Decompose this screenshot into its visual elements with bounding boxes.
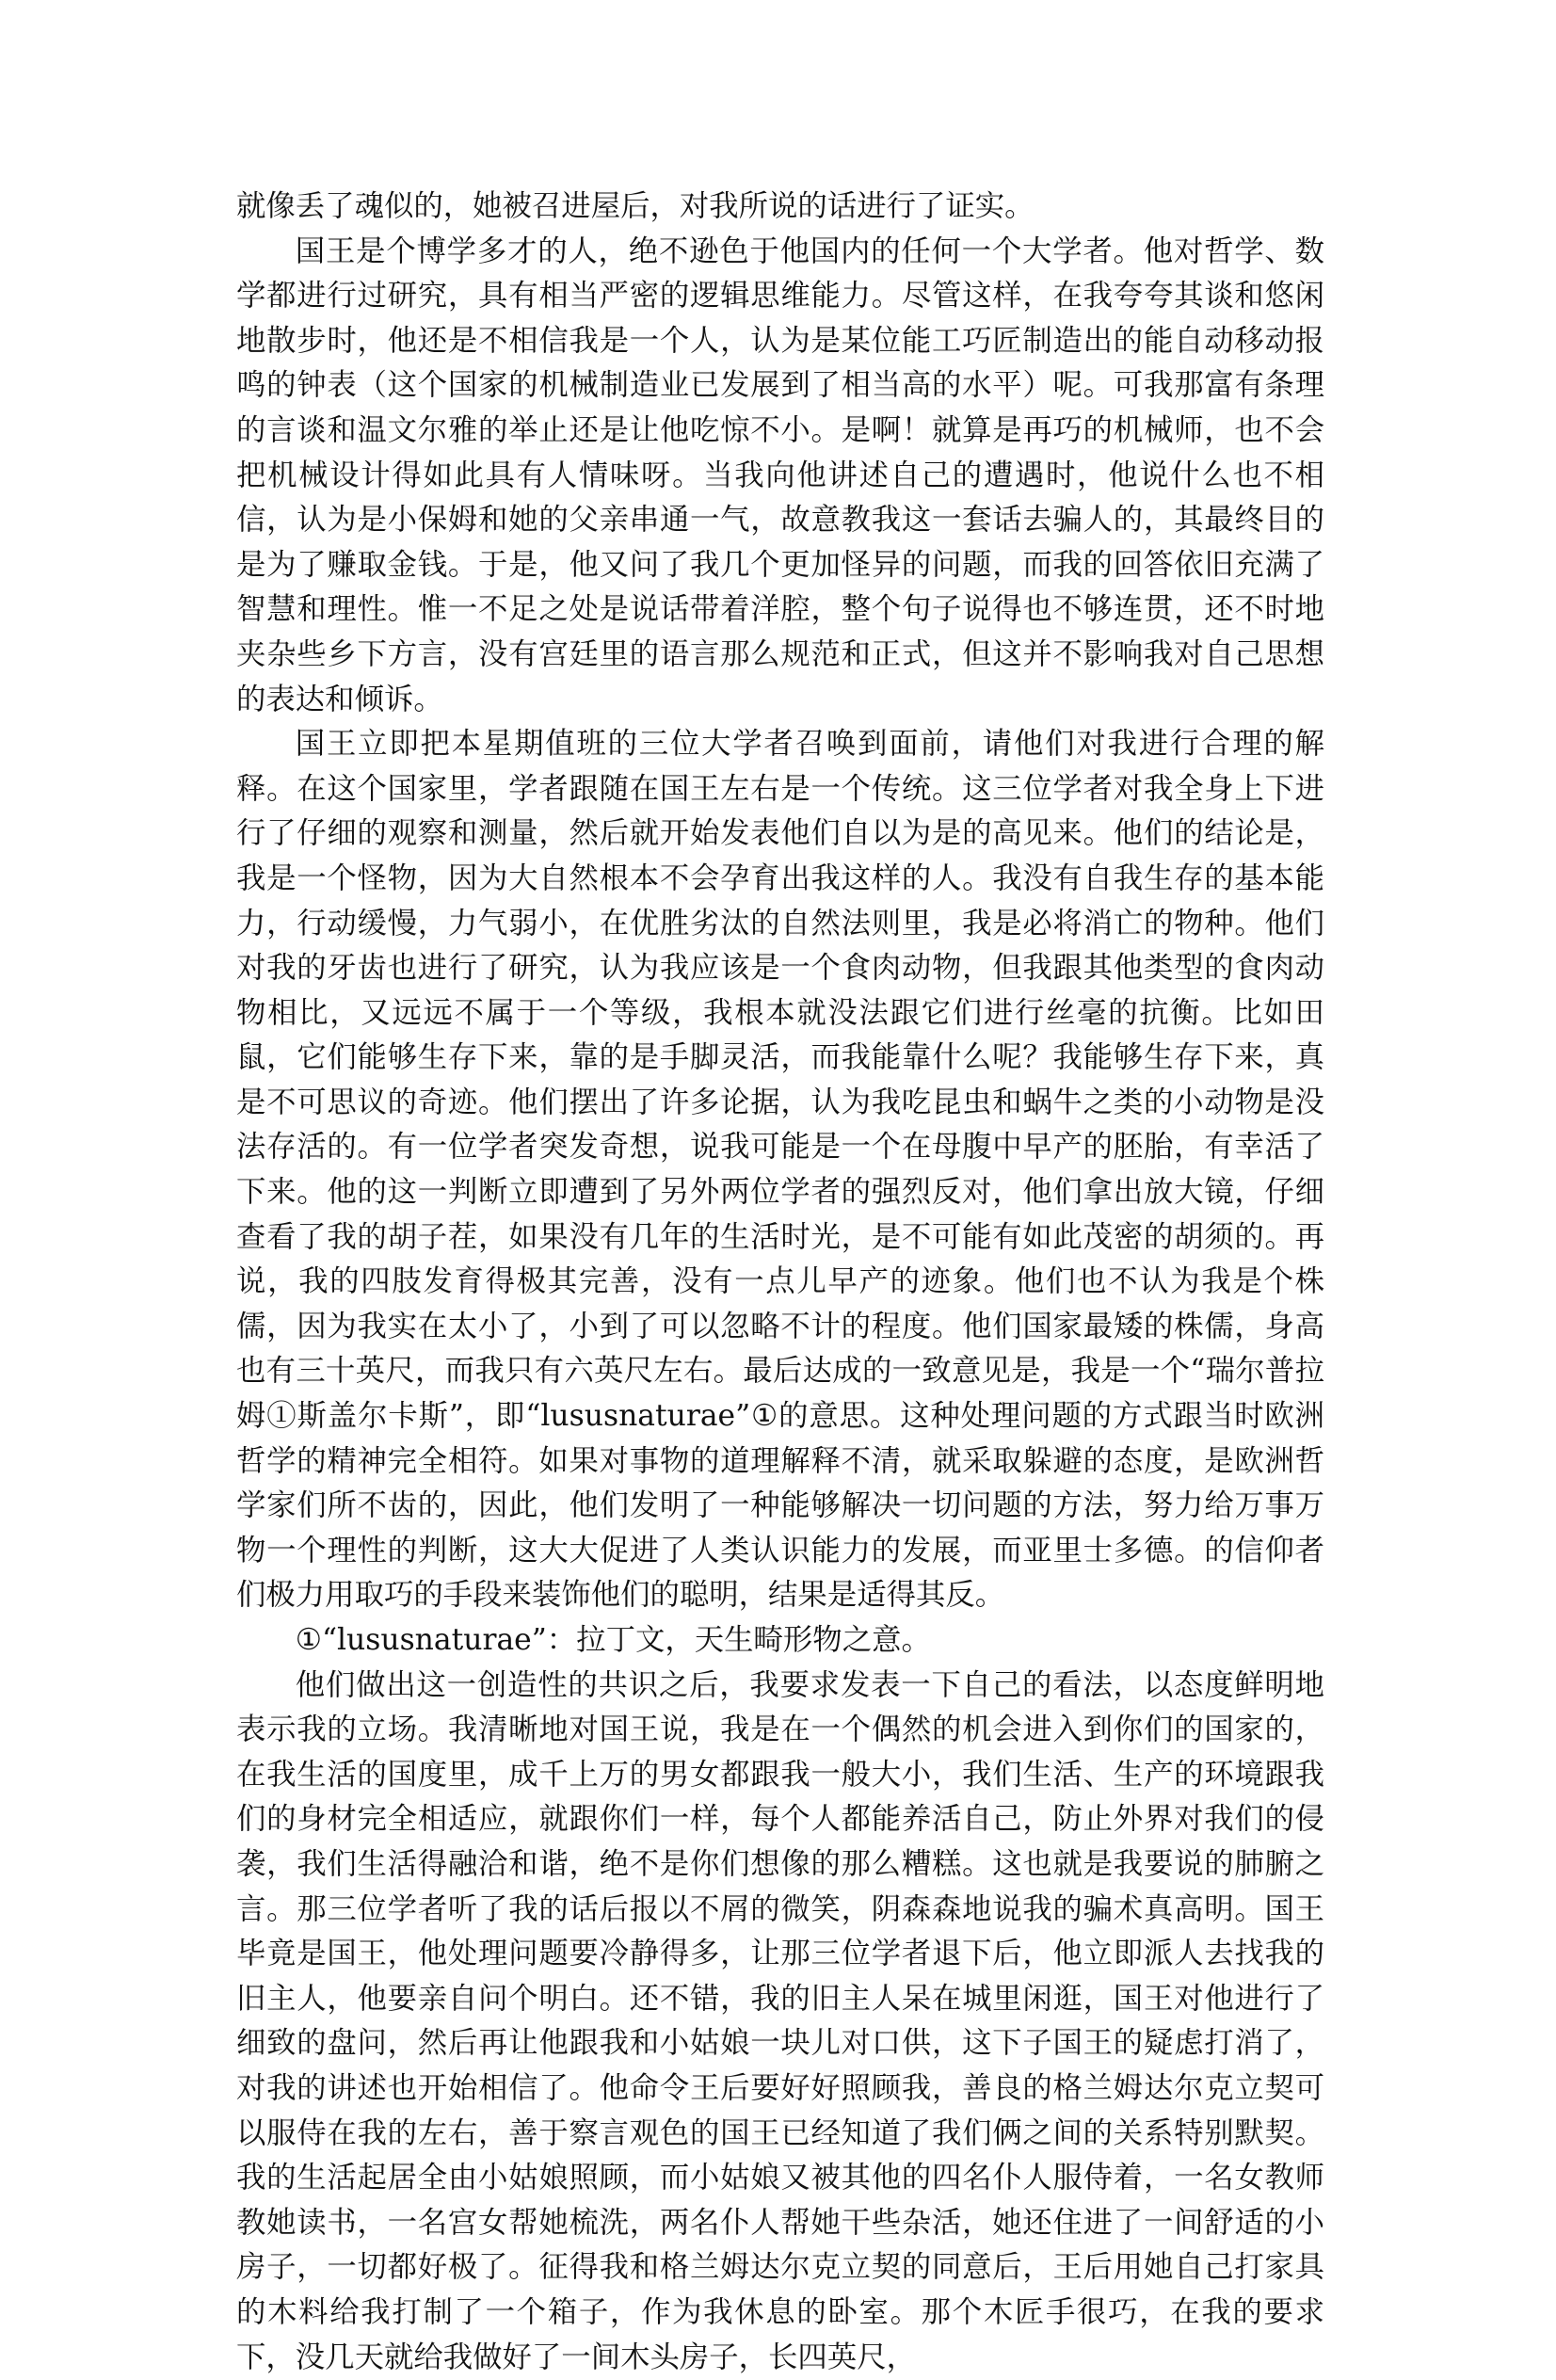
- paragraph-4: 他们做出这一创造性的共识之后，我要求发表一下自己的看法，以态度鲜明地表示我的立场。我清晰地对国王说，我是在一个偶然的机会进入到你们的国家的，在我生活的国度里，成千上万的男女都跟我一般大小，我们生活、生产的环境跟我们的身材完全相适应，就跟你们一样，每个人都能养活自己，防止外界对我们的侵袭，我们生活得融洽和谐，绝不是你们想像的那么糟糕。这也就是我要说的肺腑之言。那三位学者听了我的话后报以不屑的微笑，阴森森地说我的骗术真高明。国王毕竟是国王，他处理问题要冷静得多，让那三位学者退下后，他立即派人去找我的旧主人，他要亲自问个明白。还不错，我的旧主人呆在城里闲逛，国王对他进行了细致的盘问，然后再让他跟我和小姑娘一块儿对口供，这下子国王的疑虑打消了，对我的讲述也开始相信了。他命令王后要好好照顾我，善良的格兰姆达尔克立契可以服侍在我的左右，善于察言观色的国王已经知道了我们俩之间的关系特别默契。我的生活起居全由小姑娘照顾，而小姑娘又被其他的四名仆人服侍着，一名女教师教她读书，一名宫女帮她梳洗，两名仆人帮她干些杂活，她还住进了一间舒适的小房子，一切都好极了。征得我和格兰姆达尔克立契的同意后，王后用她自己打家具的木料给我打制了一个箱子，作为我休息的卧室。那个木匠手很巧，在我的要求下，没几天就给我做好了一间木头房子，长四英尺，: [236, 1667, 1324, 2374]
- paragraph-3: 国王立即把本星期值班的三位大学者召唤到面前，请他们对我进行合理的解释。在这个国家里，学者跟随在国王左右是一个传统。这三位学者对我全身上下进行了仔细的观察和测量，然后就开始发表他们自以为是的高见来。他们的结论是，我是一个怪物，因为大自然根本不会孕育出我这样的人。我没有自我生存的基本能力，行动缓慢，力气弱小，在优胜劣汰的自然法则里，我是必将消亡的物种。他们对我的牙齿也进行了研究，认为我应该是一个食肉动物，但我跟其他类型的食肉动物相比，又远远不属于一个等级，我根本就没法跟它们进行丝毫的抗衡。比如田鼠，它们能够生存下来，靠的是手脚灵活，而我能靠什么呢？我能够生存下来，真是不可思议的奇迹。他们摆出了许多论据，认为我吃昆虫和蜗牛之类的小动物是没法存活的。有一位学者突发奇想，说我可能是一个在母腹中早产的胚胎，有幸活了下来。他的这一判断立即遭到了另外两位学者的强烈反对，他们拿出放大镜，仔细查看了我的胡子茬，如果没有几年的生活时光，是不可能有如此茂密的胡须的。再说，我的四肢发育得极其完善，没有一点儿早产的迹象。他们也不认为我是个株儒，因为我实在太小了，小到了可以忽略不计的程度。他们国家最矮的株儒，身高也有三十英尺，而我只有六英尺左右。最后达成的一致意见是，我是一个“瑞尔普拉姆①斯盖尔卡斯”，即“lususnaturae”①的意思。这种处理问题的方式跟当时欧洲哲学的精神完全相符。如果对事物的道理解释不清，就采取躲避的态度，是欧洲哲学家们所不齿的，因此，他们发明了一种能够解决一切问题的方法，努力给万事万物一个理性的判断，这大大促进了人类认识能力的发展，而亚里士多德。的信仰者们极力用取巧的手段来装饰他们的聪明，结果是适得其反。: [236, 727, 1324, 1613]
- footnote: ①“lususnaturae”：拉丁文，天生畸形物之意。: [295, 1623, 931, 1657]
- paragraph-1: 就像丢了魂似的，她被召进屋后，对我所说的话进行了证实。: [236, 189, 1035, 223]
- paragraph-2: 国王是个博学多才的人，绝不逊色于他国内的任何一个大学者。他对哲学、数学都进行过研究，具有相当严密的逻辑思维能力。尽管这样，在我夸夸其谈和悠闲地散步时，他还是不相信我是一个人，认为是某位能工巧匠制造出的能自动移动报鸣的钟表（这个国家的机械制造业已发展到了相当高的水平）呢。可我那富有条理的言谈和温文尔雅的举止还是让他吃惊不小。是啊！就算是再巧的机械师，也不会把机械设计得如此具有人情味呀。当我向他讲述自己的遭遇时，他说什么也不相信，认为是小保姆和她的父亲串通一气，故意教我这一套话去骗人的，其最终目的是为了赚取金钱。于是，他又问了我几个更加怪异的问题，而我的回答依旧充满了智慧和理性。惟一不足之处是说话带着洋腔，整个句子说得也不够连贯，还不时地夹杂些乡下方言，没有宫廷里的语言那么规范和正式，但这并不影响我对自己思想的表达和倾诉。: [236, 233, 1324, 716]
- document-page: [236, 185, 1324, 2380]
